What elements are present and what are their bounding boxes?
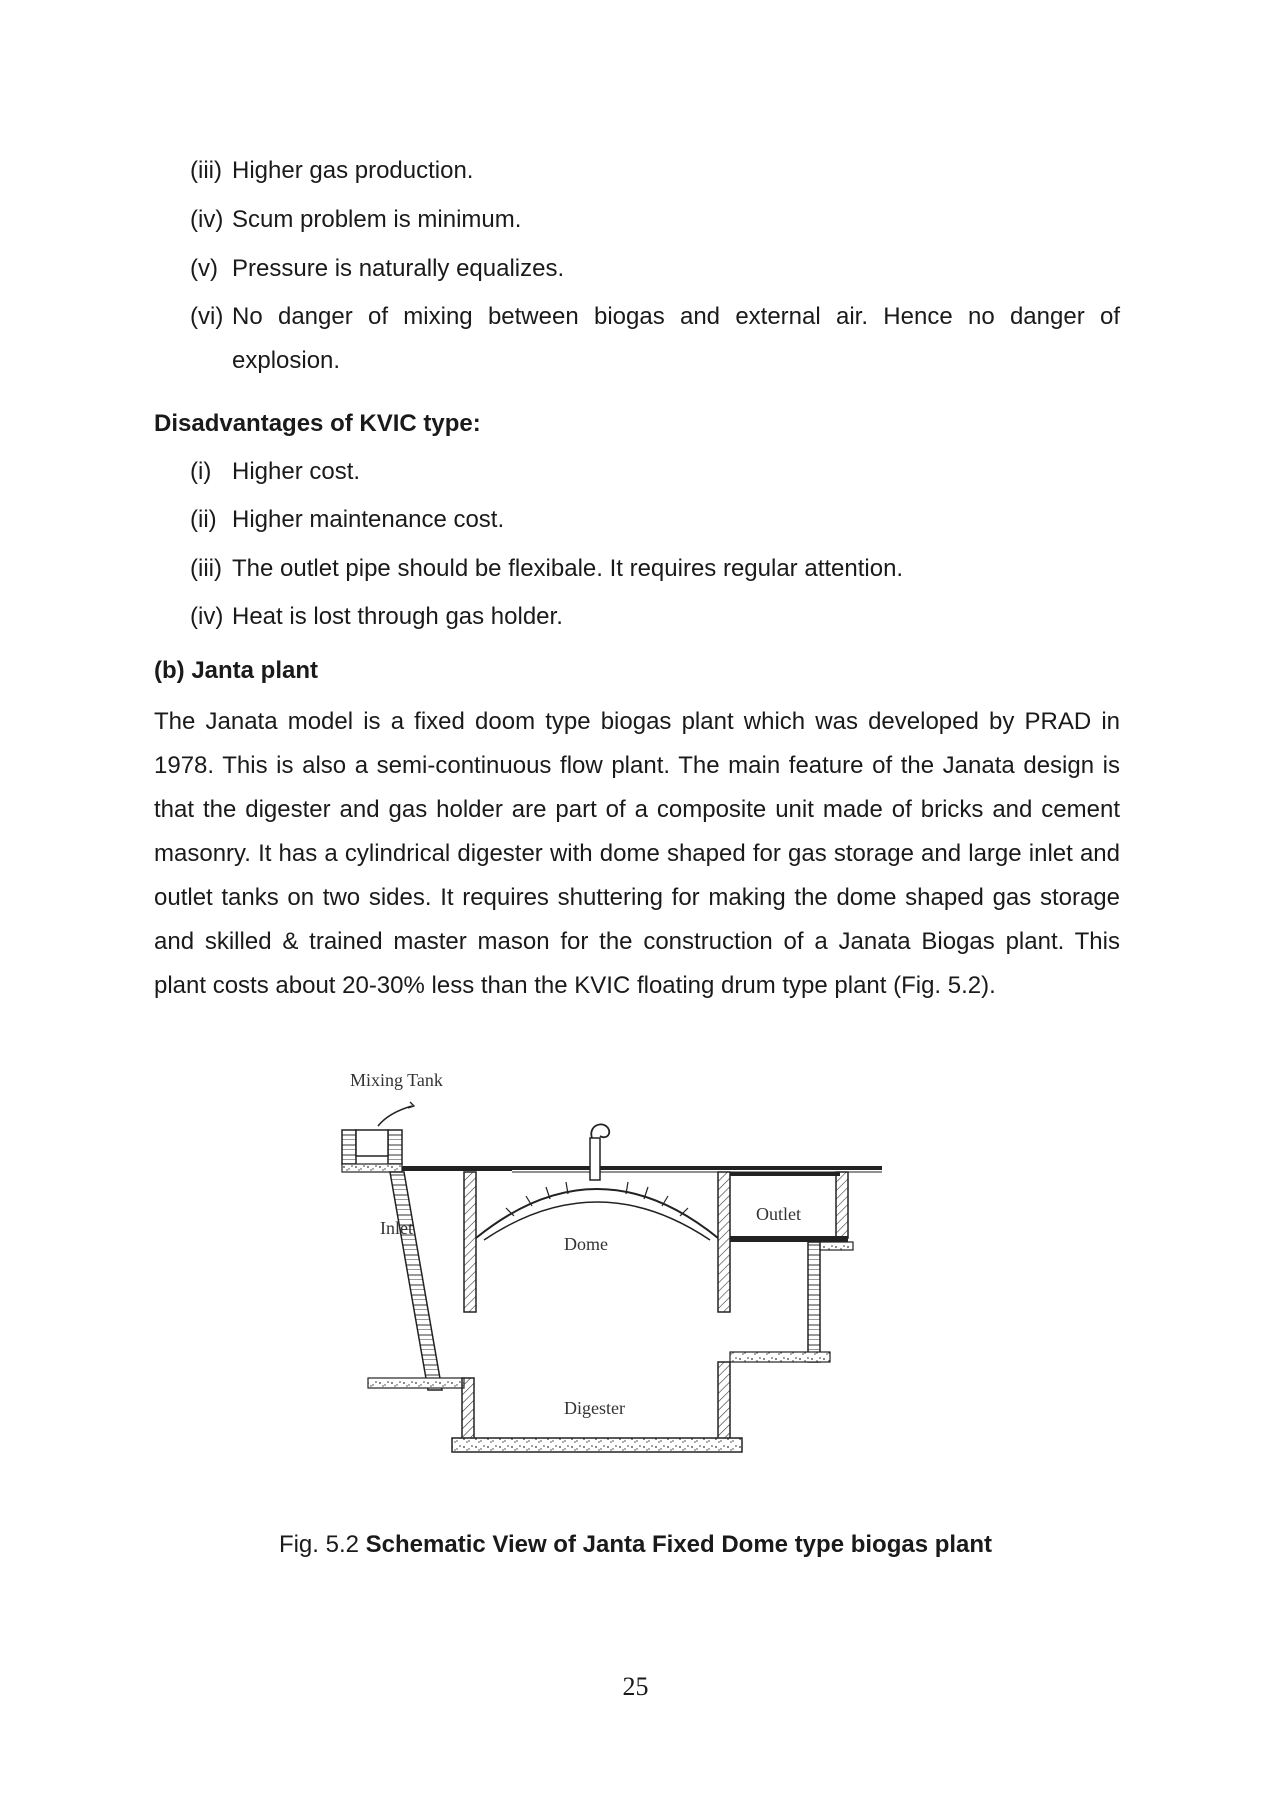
digester-label: Digester <box>564 1398 625 1418</box>
digester-walls <box>368 1362 742 1452</box>
outlet-tank <box>730 1172 853 1362</box>
advantage-item <box>190 252 1120 286</box>
section-heading: Disadvantages of KVIC type: <box>154 410 481 437</box>
item-text: Heat is lost through gas holder. <box>232 603 563 630</box>
caption-prefix: Fig. 5.2 <box>278 1531 366 1558</box>
item-text: No danger of mixing between biogas and external air. Hence no danger of explosion. <box>232 303 1120 374</box>
section-heading: (b) Janta plant <box>154 657 319 684</box>
ground-line <box>402 1166 882 1172</box>
inlet-wall <box>390 1172 442 1390</box>
item-text: Higher cost. <box>232 458 361 485</box>
caption-title: Schematic View of Janta Fixed Dome type biogas plant <box>365 1531 993 1558</box>
dome-structure <box>476 1182 718 1240</box>
item-text: Higher gas production. <box>232 157 474 184</box>
dome-label: Dome <box>564 1234 608 1254</box>
item-number: (iii) <box>190 555 222 582</box>
item-text: Higher maintenance cost. <box>232 506 505 533</box>
outlet-label: Outlet <box>756 1204 801 1224</box>
item-number: (iv) <box>190 206 224 233</box>
mixing-tank-label: Mixing Tank <box>350 1070 443 1090</box>
item-number: (vi) <box>190 303 224 330</box>
page-number: 25 <box>622 1672 649 1701</box>
mixing-tank <box>342 1102 414 1172</box>
advantage-item <box>190 300 1120 380</box>
figure-caption <box>0 1528 1271 1562</box>
advantage-item <box>190 203 1120 237</box>
advantage-item <box>190 154 1120 188</box>
inlet-label: Inlet <box>380 1218 413 1238</box>
item-number: (ii) <box>190 506 217 533</box>
item-number: (v) <box>190 255 218 282</box>
item-number: (iv) <box>190 603 224 630</box>
item-text: The outlet pipe should be flexibale. It requires regular attention. <box>232 555 904 582</box>
janta-paragraph: The Janata model is a fixed doom type biogas plant which was developed by PRAD in 1978. This is also a semi-continuous flow plant. The main feature of the Janata design is that the digester and gas holder are part of a composite unit made of bricks and cement masonry. It has a cylindrical digester with dome shaped for gas storage and large inlet and outlet tanks on two sides. It requires shuttering for making the dome shaped gas storage and skilled & trained master mason for the construction of a Janata Biogas plant. This plant costs about 20-30% less than the KVIC floating drum type plant (Fig. 5.2). <box>154 708 1120 999</box>
item-number: (i) <box>190 458 212 485</box>
item-number: (iii) <box>190 157 222 184</box>
biogas-plant-diagram <box>330 1060 990 1500</box>
item-text: Pressure is naturally equalizes. <box>232 255 565 282</box>
item-text: Scum problem is minimum. <box>232 206 522 233</box>
